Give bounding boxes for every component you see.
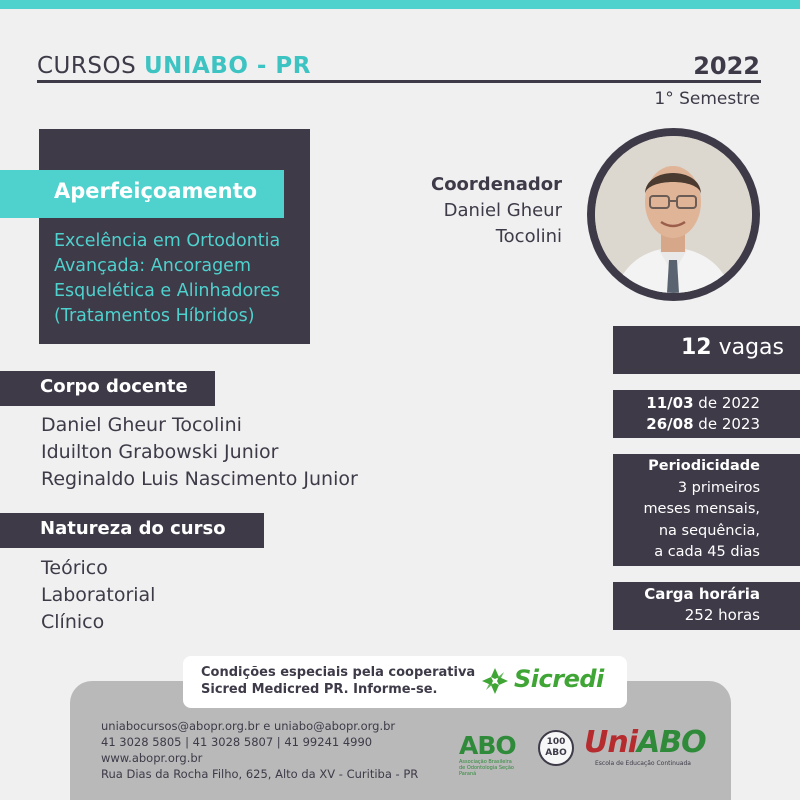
abo-logo: ABO <box>459 731 516 760</box>
workload-value: 252 horas <box>684 606 760 624</box>
semester-label: 1° Semestre <box>654 89 760 109</box>
course-name-line: Avançada: Ancoragem <box>54 256 251 276</box>
periodicity-label: Periodicidade <box>648 458 760 474</box>
list-item: Laboratorial <box>41 584 156 606</box>
end-year: de 2023 <box>693 415 760 433</box>
abo-logo-subtitle: Associação Brasileira de Odontologia Seção Paraná <box>459 759 514 777</box>
course-name <box>54 229 304 329</box>
promo-text <box>201 664 475 698</box>
periodicity-line: na sequência, <box>658 522 760 539</box>
faculty-tag: Corpo docente <box>0 371 215 406</box>
end-date: 26/08 <box>646 415 694 433</box>
promo-line: Condições especiais pela cooperativa <box>201 665 476 680</box>
title-prefix: CURSOS <box>37 53 144 79</box>
vacancies-number: 12 <box>680 335 712 360</box>
contact-info <box>101 718 418 782</box>
dates-box <box>613 390 800 438</box>
badge-number: 100 <box>546 737 566 747</box>
anniversary-badge <box>538 730 574 766</box>
promo-line: Sicred Medicred PR. Informe-se. <box>201 682 438 697</box>
coordinator-photo <box>587 128 760 301</box>
contact-phones: 41 3028 5805 | 41 3028 5807 | 41 99241 4990 <box>101 735 373 749</box>
uniabo-logo-uni: Uni <box>584 725 638 760</box>
list-item: Clínico <box>41 611 105 633</box>
title-accent: UNIABO - PR <box>144 53 311 79</box>
coordinator-portrait-image <box>595 136 752 293</box>
top-accent-bar <box>0 0 800 9</box>
uniabo-logo-abo: ABO <box>637 725 706 760</box>
list-item: Reginaldo Luis Nascimento Junior <box>41 468 358 490</box>
periodicity-box <box>613 454 800 566</box>
course-type-tag: Aperfeiçoamento <box>0 170 284 218</box>
sicredi-brand: Sicredi <box>514 665 604 693</box>
course-nature-tag: Natureza do curso <box>0 513 264 548</box>
contact-website: www.abopr.org.br <box>101 751 203 765</box>
coordinator-label: Coordenador <box>430 174 562 195</box>
uniabo-logo-subtitle: Escola de Educação Continuada <box>595 760 691 767</box>
workload-label: Carga horária <box>644 585 760 603</box>
list-item: Daniel Gheur Tocolini <box>41 414 242 436</box>
list-item: Teórico <box>41 557 108 579</box>
vacancies-box <box>613 326 800 374</box>
start-date: 11/03 <box>646 394 694 412</box>
badge-label: ABO <box>545 748 567 758</box>
sicredi-logo-icon <box>480 666 510 696</box>
contact-address: Rua Dias da Rocha Filho, 625, Alto da XV - Curitiba - PR <box>101 767 419 781</box>
uniabo-logo <box>584 725 706 760</box>
year-label: 2022 <box>693 52 760 80</box>
course-name-line: Excelência em Ortodontia <box>54 231 281 251</box>
course-name-line: (Tratamentos Híbridos) <box>54 306 255 326</box>
course-nature-list <box>41 555 155 636</box>
periodicity-line: meses mensais, <box>643 501 760 517</box>
faculty-list <box>41 412 358 493</box>
coordinator-name: Daniel Gheur <box>443 200 562 221</box>
vacancies-label: vagas <box>711 335 784 360</box>
page-title <box>37 53 311 79</box>
coordinator-block <box>431 172 562 250</box>
list-item: Iduilton Grabowski Junior <box>41 441 279 463</box>
workload-box <box>613 582 800 630</box>
periodicity-line: 3 primeiros <box>677 479 760 496</box>
start-year: de 2022 <box>693 394 760 412</box>
course-name-line: Esquelética e Alinhadores <box>54 281 280 301</box>
periodicity-line: a cada 45 dias <box>654 544 760 560</box>
header-divider <box>37 80 761 83</box>
coordinator-name: Tocolini <box>495 226 562 247</box>
contact-emails: uniabocursos@abopr.org.br e uniabo@abopr.org.br <box>101 719 396 733</box>
